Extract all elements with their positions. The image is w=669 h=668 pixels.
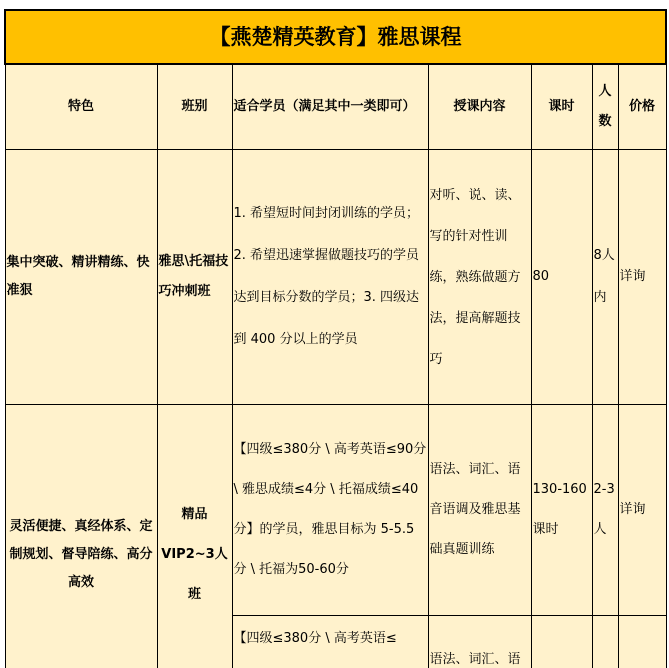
- table-row: [5, 405, 666, 616]
- row1-feature: 集中突破、精讲精练、快准狠: [5, 150, 157, 405]
- row1-suitable: 1. 希望短时间封闭训练的学员；2. 希望迅速掌握做题技巧的学员达到目标分数的学员；3. 四级达到 400 分以上的学员: [232, 150, 428, 405]
- header-content: 授课内容: [428, 64, 531, 150]
- page-title: 【燕楚精英教育】雅思课程: [5, 10, 666, 64]
- header-class-type: 班别: [157, 64, 232, 150]
- row3-price: [618, 616, 666, 668]
- row2-suitable: 【四级≤380分 \ 高考英语≤90分 \ 雅思成绩≤4分 \ 托福成绩≤40分】的学员，雅思目标为 5-5.5 分 \ 托福为50-60分: [232, 405, 428, 616]
- row1-people: 8人内: [592, 150, 618, 405]
- row2-people: 2-3人: [592, 405, 618, 616]
- header-hours: 课时: [531, 64, 592, 150]
- header-row: [5, 64, 666, 150]
- row2-content: 语法、词汇、语音语调及雅思基础真题训练: [428, 405, 531, 616]
- row2-feature: 灵活便捷、真经体系、定制规划、督导陪练、高分高效: [5, 405, 157, 668]
- table-row: [5, 150, 666, 405]
- row2-hours: 130-160课时: [531, 405, 592, 616]
- row1-hours: 80: [531, 150, 592, 405]
- header-price: 价格: [618, 64, 666, 150]
- title-row: [5, 10, 666, 64]
- header-feature: 特色: [5, 64, 157, 150]
- row1-class-type: 雅思\托福技巧冲刺班: [157, 150, 232, 405]
- row1-price: 详询: [618, 150, 666, 405]
- row3-suitable: 【四级≤380分 \ 高考英语≤: [232, 616, 428, 668]
- row3-content: 语法、词汇、语: [428, 616, 531, 668]
- row2-price: 详询: [618, 405, 666, 616]
- header-people: 人数: [592, 64, 618, 150]
- row3-hours: [531, 616, 592, 668]
- row2-class-type: 精品VIP2~3人班: [157, 405, 232, 668]
- row1-content: 对听、说、读、写的针对性训练，熟练做题方法，提高解题技巧: [428, 150, 531, 405]
- ielts-course-table: [4, 9, 667, 668]
- row3-people: [592, 616, 618, 668]
- header-suitable: 适合学员（满足其中一类即可）: [232, 64, 428, 150]
